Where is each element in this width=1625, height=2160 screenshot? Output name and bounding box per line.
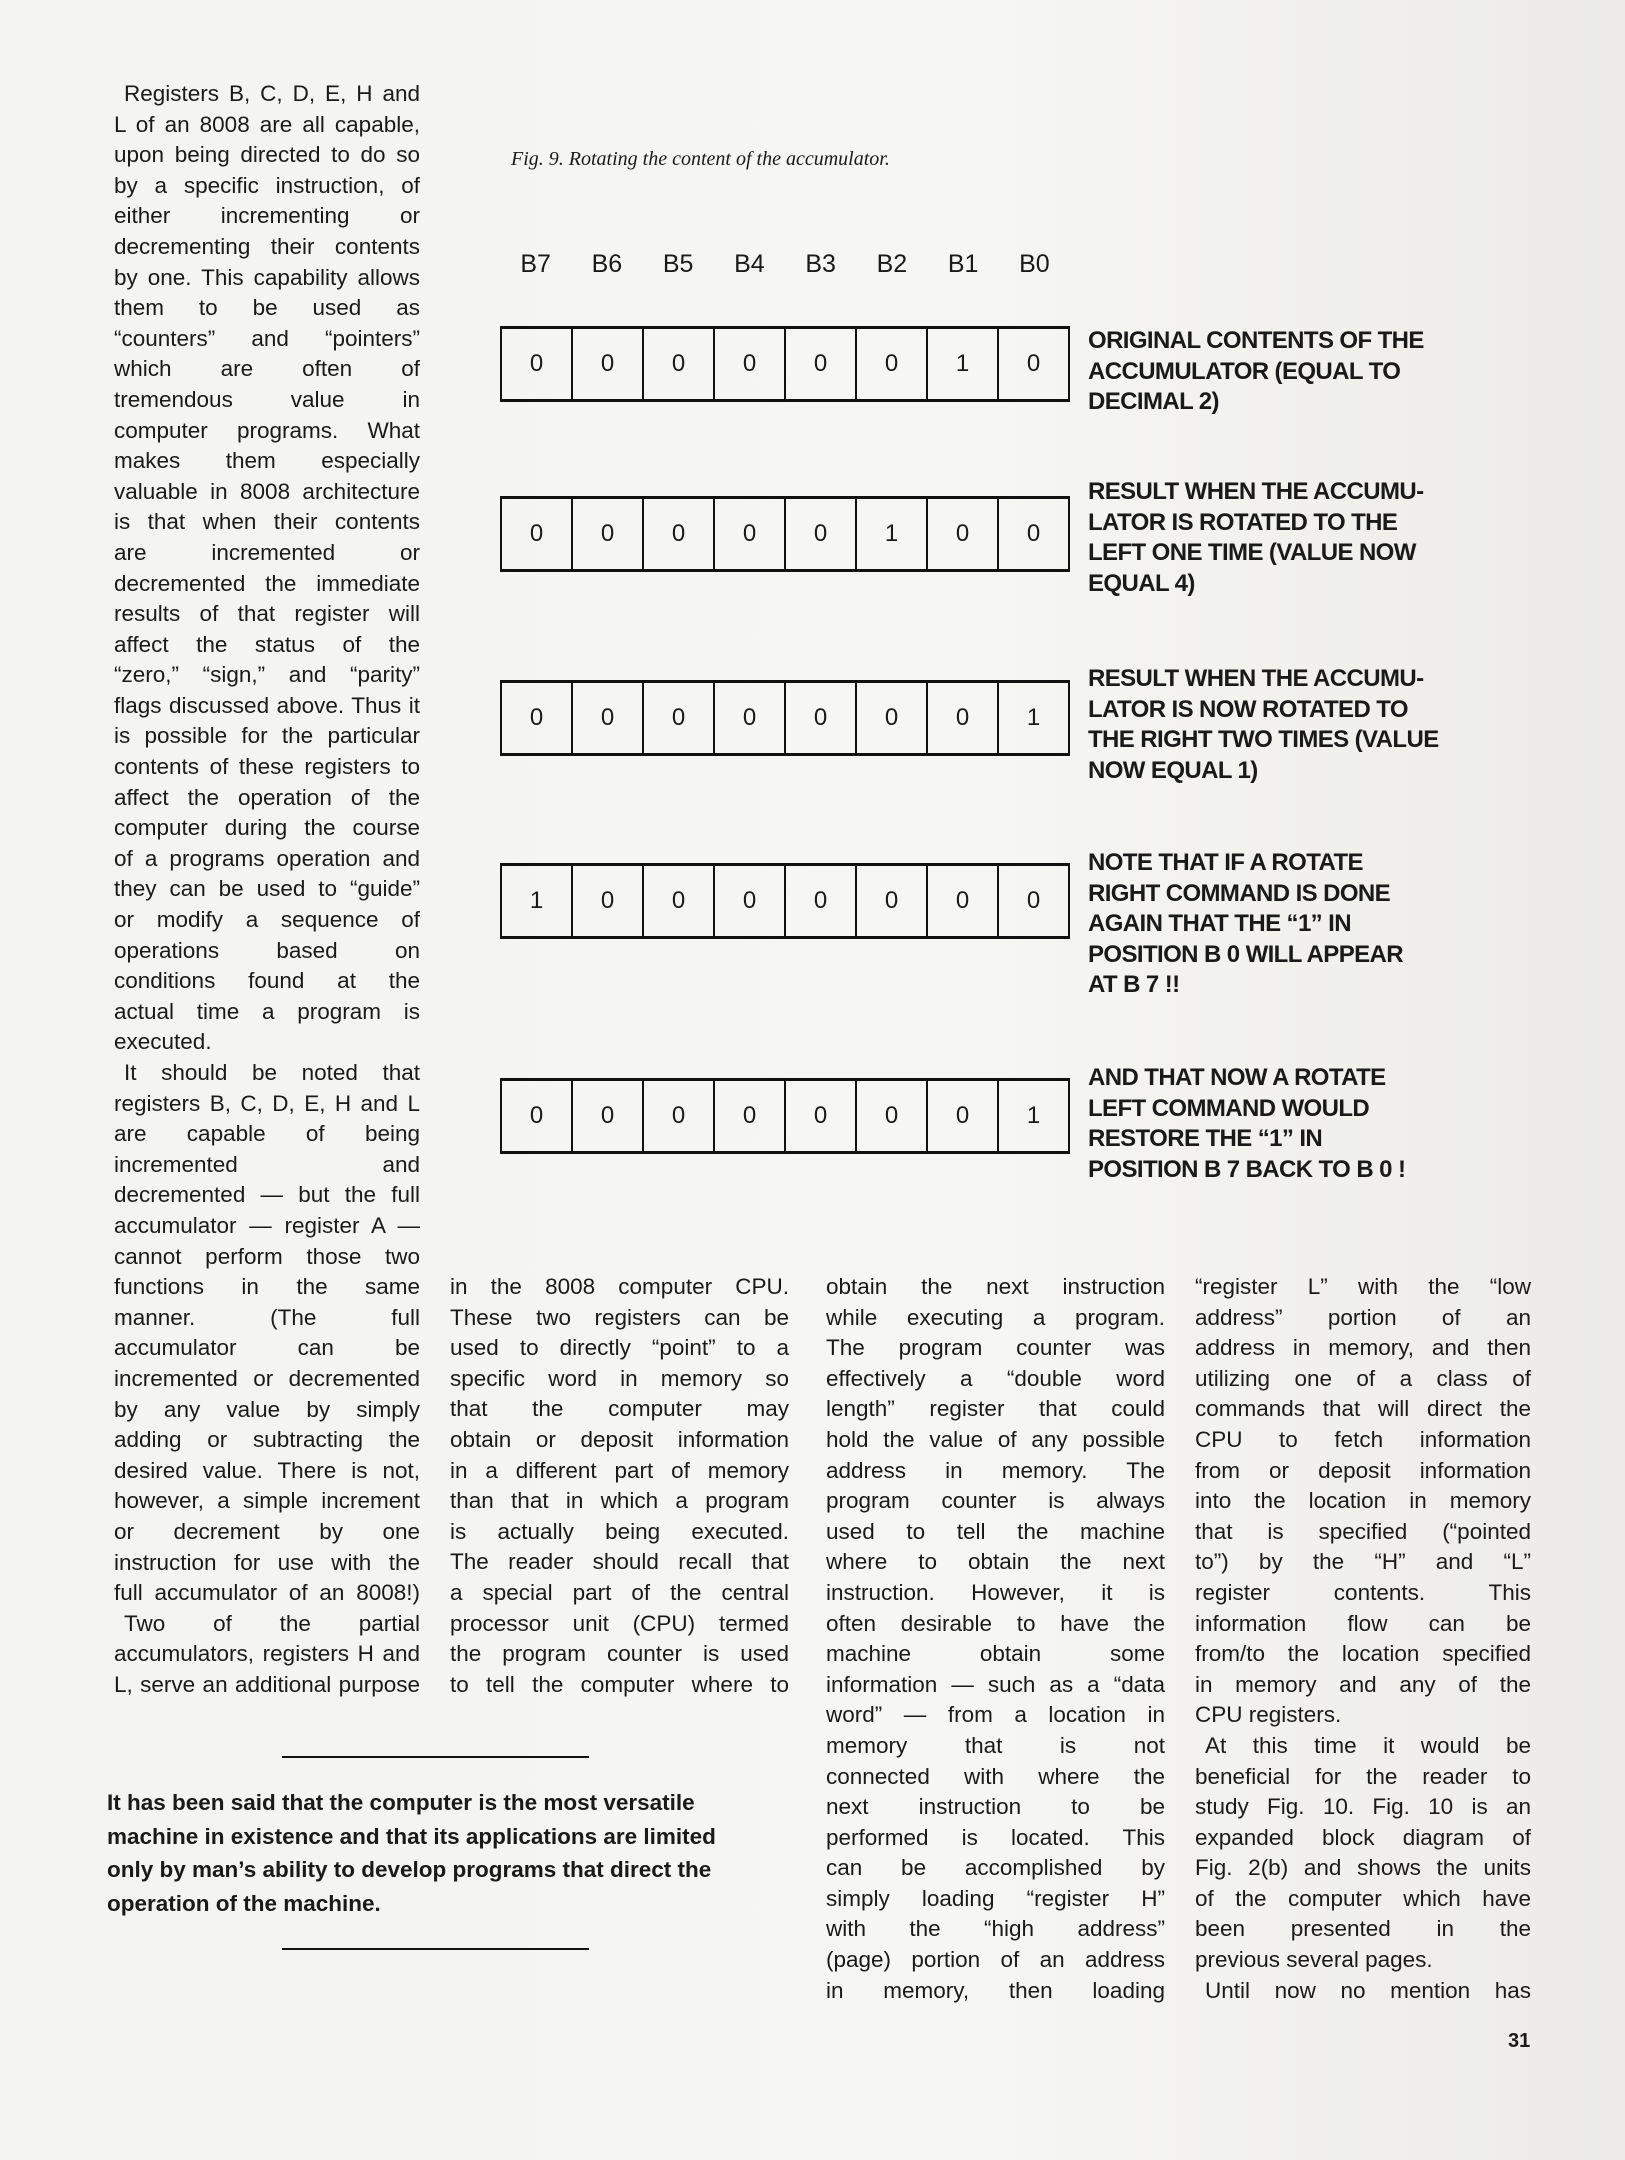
text-line: affect the operation of the — [114, 784, 420, 810]
description-line: RESULT WHEN THE ACCUMU- — [1088, 478, 1424, 505]
divider-rule — [282, 1948, 589, 1950]
row-description — [1088, 477, 1424, 599]
text-line: The reader should recall that — [450, 1549, 789, 1575]
text-column-3 — [826, 1272, 1165, 2006]
text-line: adding or subtracting the — [114, 1427, 420, 1453]
text-line: L, serve an additional purpose — [114, 1671, 420, 1697]
text-line: decrementing their contents — [114, 233, 420, 259]
description-line: ACCUMULATOR (EQUAL TO — [1088, 357, 1401, 385]
text-line: in memory and any of the — [1195, 1671, 1531, 1697]
bit-cell: 0 — [926, 683, 997, 753]
bit-cell: 0 — [997, 329, 1068, 399]
bit-cell: 0 — [784, 683, 855, 753]
bit-cell: 1 — [926, 329, 997, 399]
text-line: of the computer which have — [1195, 1885, 1531, 1911]
text-line: next instruction to be — [826, 1794, 1165, 1820]
description-line: LEFT COMMAND WOULD — [1088, 1094, 1370, 1122]
description-line: AGAIN THAT THE “1” IN — [1088, 910, 1351, 937]
bit-cell: 0 — [529, 350, 544, 377]
text-line: is possible for the particular — [114, 723, 420, 749]
text-line: contents of these registers to — [114, 754, 420, 780]
bit-label: B7 — [520, 250, 551, 278]
bit-cell: 0 — [642, 329, 713, 399]
bit-cell: 0 — [642, 1081, 713, 1151]
bit-cell: 0 — [784, 866, 855, 936]
figure-caption: Fig. 9. Rotating the content of the accumulator. — [511, 148, 890, 170]
text-column-2 — [450, 1272, 789, 1700]
text-line: address in memory. The — [826, 1457, 1165, 1483]
text-line: connected with where the — [826, 1763, 1165, 1789]
bit-cell: 0 — [571, 683, 642, 753]
bit-cell: 0 — [926, 1081, 997, 1151]
text-line: conditions found at the — [114, 968, 420, 994]
text-line: by one. This capability allows — [114, 264, 420, 290]
text-line: specific word in memory so — [450, 1365, 789, 1391]
text-line: are capable of being — [114, 1121, 420, 1147]
text-line: performed is located. This — [826, 1824, 1165, 1850]
text-line: expanded block diagram of — [1195, 1824, 1531, 1850]
register-row — [500, 680, 1070, 756]
text-line: computer during the course — [114, 815, 420, 841]
text-line: utilizing one of a class of — [1195, 1365, 1531, 1391]
text-line: manner. (The full — [114, 1304, 420, 1330]
bit-cell: 0 — [642, 866, 713, 936]
bit-label: B4 — [734, 250, 765, 278]
text-line: results of that register will — [114, 601, 420, 627]
text-line: Until now no mention has — [1205, 1977, 1531, 2003]
bit-cell: 0 — [713, 683, 784, 753]
register-row — [500, 863, 1070, 939]
text-line: “register L” with the “low — [1195, 1274, 1531, 1299]
bit-cell: 0 — [997, 499, 1068, 569]
text-line: CPU registers. — [1195, 1702, 1342, 1728]
bit-cell: 0 — [571, 329, 642, 399]
bit-cell: 0 — [784, 1081, 855, 1151]
bit-cell: 1 — [997, 1081, 1068, 1151]
row-description — [1088, 1063, 1405, 1185]
text-line: makes them especially — [114, 448, 420, 474]
text-line: are incremented or — [114, 539, 420, 565]
text-line: used to directly “point” to a — [450, 1335, 789, 1361]
text-column-1 — [114, 79, 420, 1700]
text-line: the program counter is used — [450, 1641, 789, 1667]
text-line: affect the status of the — [114, 631, 420, 657]
text-line: full accumulator of an 8008!) — [114, 1580, 420, 1606]
bit-cell: 0 — [855, 329, 926, 399]
text-line: The program counter was — [826, 1335, 1165, 1361]
text-line: accumulators, registers H and — [114, 1641, 420, 1667]
description-line: RIGHT COMMAND IS DONE — [1088, 879, 1391, 907]
text-line: actual time a program is — [114, 998, 420, 1024]
text-line: memory that is not — [826, 1732, 1165, 1758]
bit-cell: 0 — [855, 683, 926, 753]
text-line: or decrement by one — [114, 1518, 420, 1544]
register-row — [500, 496, 1070, 572]
bit-cell: 0 — [529, 1102, 544, 1129]
bit-cell: 0 — [855, 866, 926, 936]
bit-cell: 0 — [642, 683, 713, 753]
text-line: either incrementing or — [114, 203, 420, 229]
text-line: accumulator — register A — — [114, 1212, 420, 1238]
text-line: registers B, C, D, E, H and L — [114, 1090, 420, 1116]
register-row — [500, 326, 1070, 402]
text-line: that is specified (“pointed — [1195, 1518, 1531, 1544]
text-line: information — such as a “data — [826, 1671, 1165, 1697]
bit-cell: 0 — [997, 866, 1068, 936]
bit-label: B3 — [805, 250, 836, 278]
text-line: from/to the location specified — [1195, 1641, 1531, 1667]
text-line: study Fig. 10. Fig. 10 is an — [1195, 1794, 1531, 1820]
text-line: incremented or decremented — [114, 1365, 420, 1391]
text-line: machine obtain some — [826, 1641, 1165, 1667]
text-line: instruction. However, it is — [826, 1579, 1165, 1605]
text-line: where to obtain the next — [826, 1549, 1165, 1575]
bit-cell: 0 — [642, 499, 713, 569]
bit-cell: 1 — [529, 887, 544, 914]
bit-label: B6 — [591, 250, 623, 278]
bit-cell: 0 — [571, 499, 642, 569]
text-line: decremented the immediate — [114, 570, 420, 596]
text-line: often desirable to have the — [826, 1610, 1165, 1636]
description-line: LATOR IS NOW ROTATED TO — [1088, 695, 1408, 723]
text-line: It should be noted that — [124, 1060, 420, 1085]
text-line: CPU to fetch information — [1195, 1426, 1531, 1452]
text-line: address in memory, and then — [1195, 1335, 1531, 1361]
bit-labels — [500, 250, 1070, 279]
bit-label: B5 — [662, 250, 694, 278]
text-line: is actually being executed. — [450, 1518, 789, 1544]
bit-cell: 0 — [571, 1081, 642, 1151]
text-line: hold the value of any possible — [826, 1426, 1165, 1452]
text-line: of a programs operation and — [114, 845, 420, 871]
bit-cell: 0 — [784, 499, 855, 569]
text-line: in memory, then loading — [826, 1977, 1165, 2003]
text-line: (page) portion of an address — [826, 1947, 1165, 1973]
bit-cell: 0 — [713, 1081, 784, 1151]
text-line: Fig. 2(b) and shows the units — [1195, 1855, 1531, 1881]
text-line: valuable in 8008 architecture — [114, 478, 420, 504]
description-line: LATOR IS ROTATED TO THE — [1088, 508, 1398, 536]
text-line: information flow can be — [1195, 1610, 1531, 1636]
text-line: decremented — but the full — [114, 1182, 420, 1208]
text-line: commands that will direct the — [1195, 1396, 1531, 1422]
bit-cell: 0 — [529, 520, 544, 547]
description-line: POSITION B 0 WILL APPEAR — [1088, 940, 1403, 968]
text-line: simply loading “register H” — [826, 1885, 1165, 1911]
text-line: into the location in memory — [1195, 1488, 1531, 1514]
text-line: instruction for use with the — [114, 1549, 420, 1575]
text-line: “zero,” “sign,” and “parity” — [114, 662, 420, 688]
register-row — [500, 1078, 1070, 1154]
text-line: while executing a program. — [826, 1304, 1165, 1330]
text-line: effectively a “double word — [826, 1365, 1165, 1391]
bit-cell: 0 — [926, 866, 997, 936]
text-line: desired value. There is not, — [114, 1457, 420, 1483]
text-line: functions in the same — [114, 1274, 420, 1300]
description-line: RESULT WHEN THE ACCUMU- — [1088, 665, 1424, 692]
text-line: computer programs. What — [114, 417, 420, 443]
row-description — [1088, 664, 1439, 786]
text-line: used to tell the machine — [826, 1518, 1165, 1544]
bit-cell: 0 — [713, 866, 784, 936]
text-line: to”) by the “H” and “L” — [1195, 1549, 1531, 1575]
text-line: executed. — [114, 1029, 212, 1055]
text-line: address” portion of an — [1195, 1304, 1531, 1330]
text-line: upon being directed to do so — [114, 142, 420, 168]
text-line: “counters” and “pointers” — [114, 325, 420, 351]
pull-quote-line: only by man’s ability to develop programs that direct the — [107, 1857, 712, 1883]
text-line: a special part of the central — [450, 1579, 789, 1605]
text-line: operations based on — [114, 937, 420, 963]
bit-cell: 1 — [997, 683, 1068, 753]
bit-cell: 1 — [855, 499, 926, 569]
pull-quote — [107, 1786, 716, 1921]
text-line: L of an 8008 are all capable, — [114, 111, 420, 137]
description-line: LEFT ONE TIME (VALUE NOW — [1088, 539, 1416, 566]
text-line: with the “high address” — [826, 1916, 1165, 1942]
text-line: been presented in the — [1195, 1916, 1531, 1942]
text-line: in the 8008 computer CPU. — [450, 1274, 789, 1299]
text-line: Two of the partial — [124, 1610, 420, 1636]
text-line: is that when their contents — [114, 509, 420, 535]
bit-cell: 0 — [713, 499, 784, 569]
text-line: tremendous value in — [114, 386, 420, 412]
text-line: previous several pages. — [1195, 1947, 1433, 1973]
bit-cell: 0 — [926, 499, 997, 569]
pull-quote-line: machine in existence and that its applications are limited — [107, 1823, 716, 1849]
text-line: than that in which a program — [450, 1488, 789, 1514]
text-line: cannot perform those two — [114, 1243, 420, 1269]
bit-cell: 0 — [529, 704, 544, 731]
text-line: they can be used to “guide” — [114, 876, 420, 902]
text-line: in a different part of memory — [450, 1457, 789, 1483]
text-line: Registers B, C, D, E, H and — [124, 81, 420, 106]
bit-cell: 0 — [784, 329, 855, 399]
text-line: beneficial for the reader to — [1195, 1763, 1531, 1789]
description-line: RESTORE THE “1” IN — [1088, 1125, 1323, 1152]
bit-cell: 0 — [571, 866, 642, 936]
text-line: that the computer may — [450, 1396, 789, 1422]
text-line: them to be used as — [114, 295, 420, 321]
text-line: incremented and — [114, 1151, 420, 1177]
text-line: obtain the next instruction — [826, 1274, 1165, 1299]
description-line: POSITION B 7 BACK TO B 0 ! — [1088, 1155, 1406, 1183]
text-line: At this time it would be — [1205, 1732, 1531, 1758]
text-line: accumulator can be — [114, 1335, 420, 1361]
text-line: word” — from a location in — [826, 1702, 1165, 1728]
description-line: EQUAL 4) — [1088, 569, 1195, 597]
row-description — [1088, 326, 1424, 418]
bit-cell: 0 — [855, 1081, 926, 1151]
text-line: or modify a sequence of — [114, 907, 420, 933]
text-line: however, a simple increment — [114, 1488, 420, 1514]
row-description — [1088, 848, 1403, 1001]
text-column-4 — [1195, 1272, 1531, 2006]
text-line: length” register that could — [826, 1396, 1165, 1422]
description-line: THE RIGHT TWO TIMES (VALUE — [1088, 726, 1439, 753]
description-line: ORIGINAL CONTENTS OF THE — [1088, 327, 1424, 354]
description-line: NOW EQUAL 1) — [1088, 756, 1258, 784]
description-line: AT B 7 !! — [1088, 971, 1180, 998]
text-line: by any value by simply — [114, 1396, 420, 1422]
text-line: which are often of — [114, 356, 420, 382]
bit-label: B1 — [947, 250, 979, 278]
description-line: AND THAT NOW A ROTATE — [1088, 1064, 1386, 1091]
text-line: processor unit (CPU) termed — [450, 1610, 789, 1636]
text-line: program counter is always — [826, 1488, 1165, 1514]
pull-quote-line: operation of the machine. — [107, 1891, 381, 1917]
pull-quote-line: It has been said that the computer is the most versatile — [107, 1790, 695, 1815]
text-line: to tell the computer where to — [450, 1671, 789, 1697]
text-line: These two registers can be — [450, 1304, 789, 1330]
description-line: DECIMAL 2) — [1088, 388, 1219, 415]
divider-rule — [282, 1756, 589, 1758]
bit-label: B0 — [1019, 250, 1050, 278]
bit-label: B2 — [876, 250, 908, 278]
description-line: NOTE THAT IF A ROTATE — [1088, 849, 1363, 876]
text-line: by a specific instruction, of — [114, 172, 420, 198]
text-line: register contents. This — [1195, 1579, 1531, 1605]
text-line: flags discussed above. Thus it — [114, 692, 420, 718]
page-number: 31 — [1508, 2030, 1531, 2052]
bit-cell: 0 — [713, 329, 784, 399]
text-line: can be accomplished by — [826, 1855, 1165, 1881]
text-line: from or deposit information — [1195, 1457, 1531, 1483]
text-line: obtain or deposit information — [450, 1426, 789, 1452]
